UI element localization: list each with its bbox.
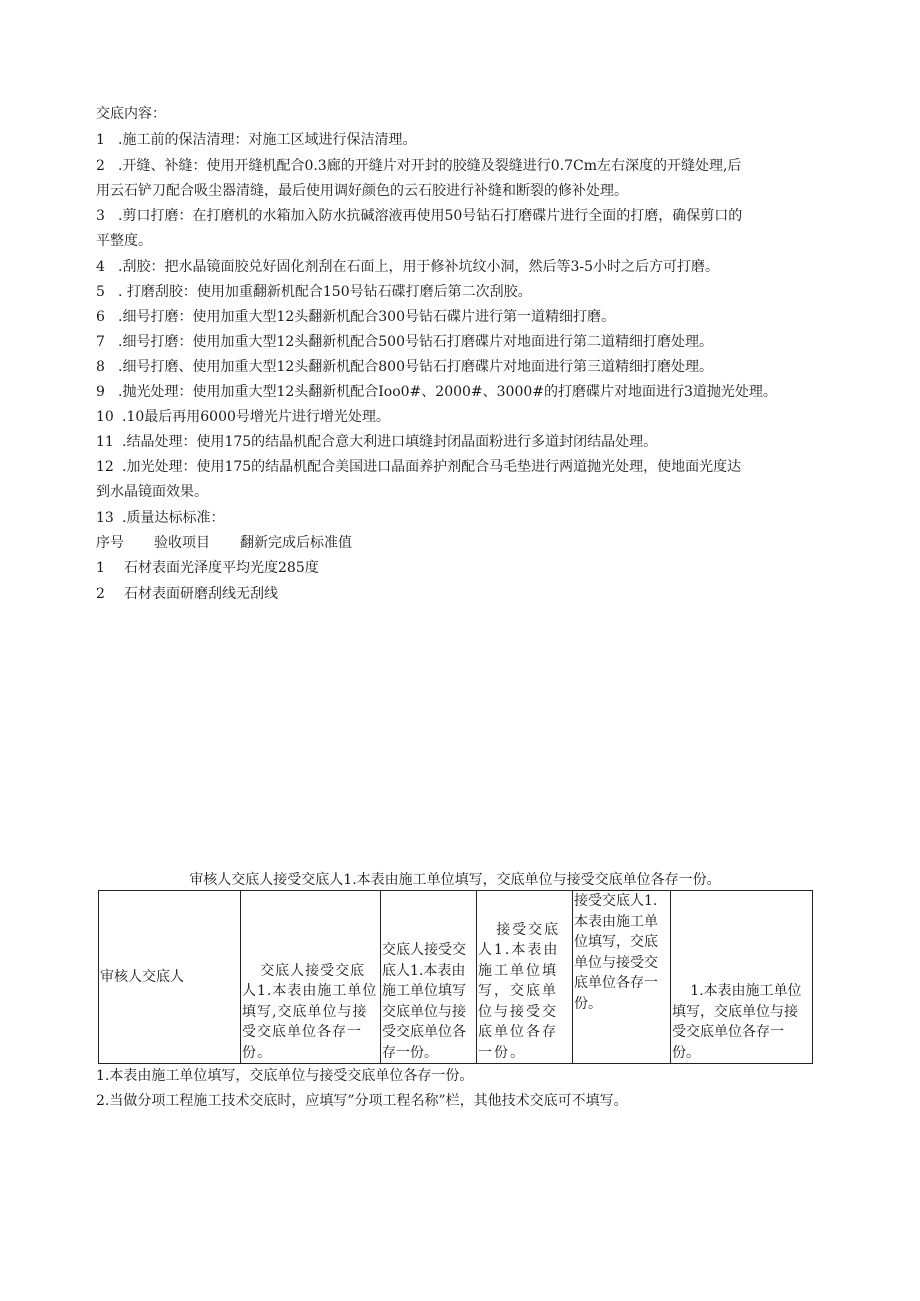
- section-title: 交底内容：: [96, 106, 166, 122]
- step-11: 11 .结晶处理：使用175的结晶机配合意大利进口填缝封闭晶面粉进行多道封闭结晶处理。: [96, 434, 658, 450]
- sign-caption: 审核人交底人接受交底人1.本表由施工单位填写，交底单位与接受交底单位各存一份。: [189, 872, 721, 888]
- header-index: 序号: [96, 535, 124, 551]
- quality-row-2: 2 石材表面研磨刮线无刮线: [96, 586, 278, 602]
- step-7: 7 .细号打磨：使用加重大型12头翻新机配合500号钻石打磨碟片对地面进行第二道精细打磨处理。: [96, 334, 713, 350]
- sign-cell-5: 接受交底人1.本表由施工单位填写，交底单位与接受交底单位各存一份。: [573, 891, 671, 1064]
- step-12: 12 .加光处理：使用175的结晶机配合美国进口晶面养护剂配合马毛垫进行两道抛光处理，使地面光度达: [96, 459, 742, 475]
- step-2: 2 .开缝、补缝：使用开缝机配合0.3廊的开缝片对开封的胶缝及裂缝进行0.7Cm左右深度的开缝处理,后: [96, 158, 742, 174]
- step-9: 9 .抛光处理：使用加重大型12头翻新机配合Ioo0#、2000#、3000#的打磨碟片对地面进行3道抛光处理。: [96, 384, 777, 400]
- step-3: 3 .剪口打磨：在打磨机的水箱加入防水抗碱溶液再使用50号钻石打磨碟片进行全面的打磨，确保剪口的: [96, 208, 743, 224]
- signature-table: [98, 890, 813, 1064]
- note-1: 1.本表由施工单位填写，交底单位与接受交底单位各存一份。: [96, 1068, 474, 1084]
- sign-cell-6: 1.本表由施工单位填写，交底单位与接受交底单位各存一份。: [671, 891, 813, 1064]
- step-4: 4 .刮胶：把水晶镜面胶兑好固化剂刮在石面上，用于修补坑纹小洞，然后等3-5小时之后方可打磨。: [96, 259, 719, 275]
- header-item: 验收项目: [154, 535, 210, 551]
- sign-cell-2: 交底人接受交底人1.本表由施工单位填写,交底单位与接受交底单位各存一份。: [241, 891, 381, 1064]
- sign-cell-3: 交底人接受交底人1.本表由施工单位填写交底单位与接受交底单位各存一份。: [381, 891, 477, 1064]
- note-2: 2.当做分项工程施工技术交底时，应填写”分项工程名称”栏，其他技术交底可不填写。: [96, 1093, 628, 1109]
- step-6: 6 .细号打磨：使用加重大型12头翻新机配合300号钻石碟片进行第一道精细打磨。: [96, 309, 615, 325]
- sign-cell-4: 接受交底人1.本表由施工单位填写，交底单位与接受交底单位各存一份。: [477, 891, 573, 1064]
- step-10: 10 .10最后再用6000号增光片进行增光处理。: [96, 409, 390, 425]
- quality-table-header: [96, 533, 352, 553]
- step-5: 5 . 打磨刮胶：使用加重翻新机配合150号钻石碟打磨后第二次刮胶。: [96, 284, 532, 300]
- quality-row-1: 1 石材表面光泽度平均光度285度: [96, 560, 319, 576]
- step-3-continued: 平整度。: [96, 233, 152, 249]
- sign-cell-reviewer: 审核人交底人: [99, 891, 241, 1064]
- step-8: 8 .细号打磨、使用加重大型12头翻新机配合800号钻石打磨碟片对地面进行第三道精细打磨处理。: [96, 359, 713, 375]
- step-1: 1 .施工前的保洁清理：对施工区域进行保洁清理。: [96, 132, 417, 148]
- step-12-continued: 到水晶镜面效果。: [96, 484, 208, 500]
- step-2-continued: 用云石铲刀配合吸尘器清缝，最后使用调好颜色的云石胶进行补缝和断裂的修补处理。: [96, 183, 628, 199]
- step-13: 13 .质量达标标准：: [96, 510, 225, 526]
- header-standard: 翻新完成后标准值: [240, 535, 352, 551]
